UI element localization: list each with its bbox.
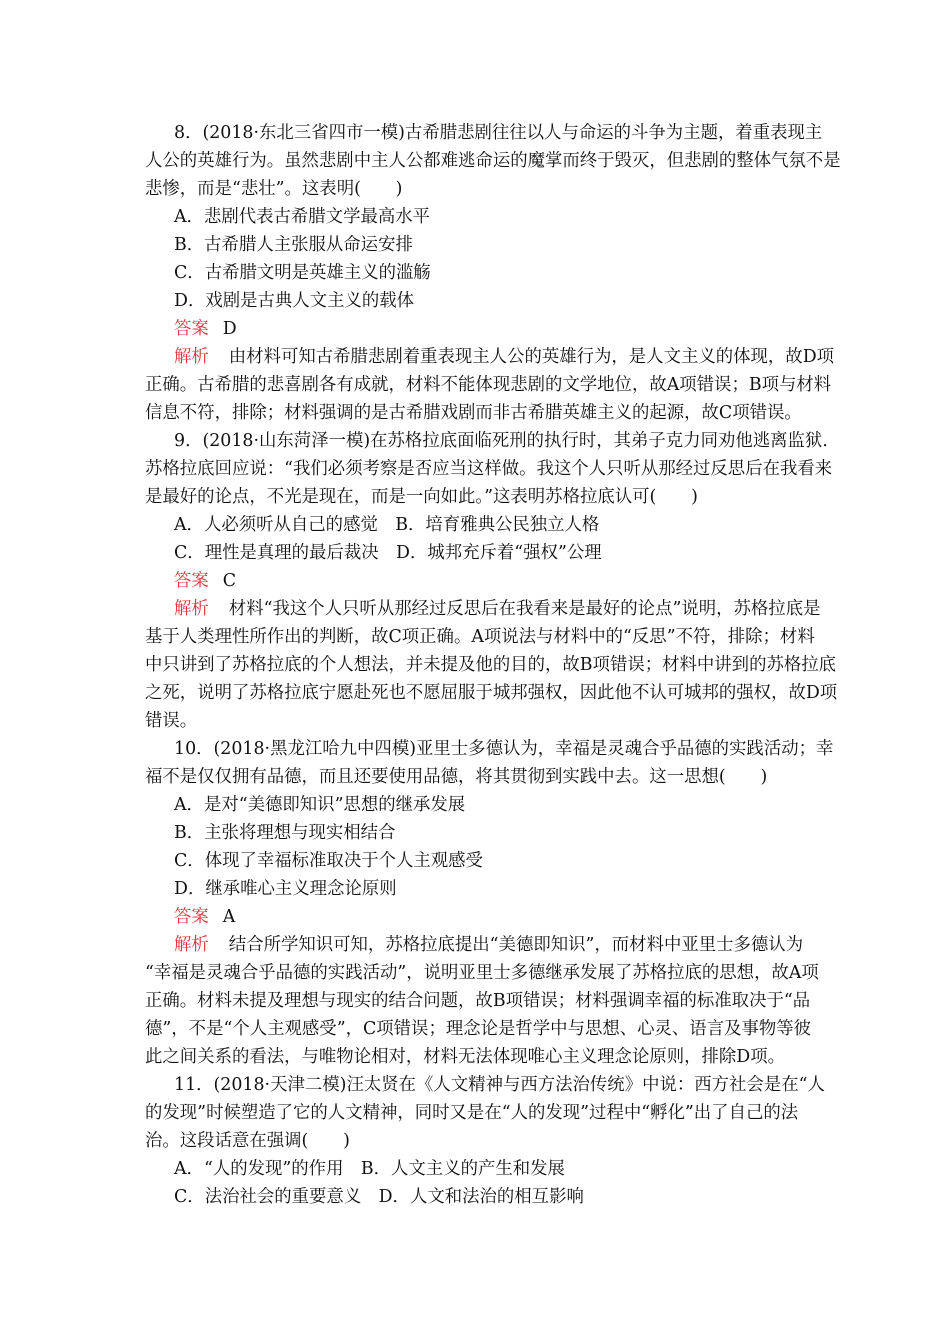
answer-label: 答案 xyxy=(174,907,209,927)
options-row-cd: C．法治社会的重要意义 D．人文和法治的相互影响 xyxy=(174,1187,584,1207)
question-stem-line: 人公的英雄行为。虽然悲剧中主人公都难逃命运的魔掌而终于毁灭，但悲剧的整体气氛不是 xyxy=(145,151,841,171)
analysis-line xyxy=(174,931,839,959)
analysis-text: 材料“我这个人只听从那经过反思后在我看来是最好的论点”说明，苏格拉底是 xyxy=(228,599,821,619)
question-stem-line: 9．(2018·山东菏泽一模)在苏格拉底面临死刑的执行时，其弟子克力同劝他逃离监狱． xyxy=(174,431,840,451)
option-b: B．主张将理想与现实相结合 xyxy=(174,823,396,843)
option-d: D．戏剧是古典人文主义的载体 xyxy=(174,291,415,311)
option-d: D．继承唯心主义理念论原则 xyxy=(174,879,397,899)
analysis-label: 解析 xyxy=(174,935,209,955)
option-c: C．体现了幸福标准取决于个人主观感受 xyxy=(174,851,483,871)
analysis-line xyxy=(174,595,839,623)
analysis-line: 正确。材料未提及理想与现实的结合问题，故B项错误；材料强调幸福的标准取决于“品 xyxy=(145,991,811,1011)
answer-label: 答案 xyxy=(174,571,209,591)
analysis-line: “幸福是灵魂合乎品德的实践活动”，说明亚里士多德继承发展了苏格拉底的思想，故A项 xyxy=(145,963,819,983)
analysis-line xyxy=(174,343,839,371)
answer-line xyxy=(174,567,839,595)
analysis-line: 基于人类理性所作出的判断，故C项正确。A项说法与材料中的“反思”不符，排除；材料 xyxy=(145,627,815,647)
answer-value: C xyxy=(222,571,237,591)
options-row-cd: C．理性是真理的最后裁决 D．城邦充斥着“强权”公理 xyxy=(174,543,602,563)
analysis-text: 结合所学知识可知，苏格拉底提出“美德即知识”，而材料中亚里士多德认为 xyxy=(228,935,804,955)
analysis-line: 中只讲到了苏格拉底的个人想法，并未提及他的目的，故B项错误；材料中讲到的苏格拉底 xyxy=(145,655,837,675)
answer-line xyxy=(174,315,839,343)
analysis-line: 正确。古希腊的悲喜剧各有成就，材料不能体现悲剧的文学地位，故A项错误；B项与材料 xyxy=(145,375,832,395)
question-stem-line: 11．(2018·天津二模)汪太贤在《人文精神与西方法治传统》中说：西方社会是在“人 xyxy=(174,1075,825,1095)
analysis-line: 错误。 xyxy=(145,711,198,731)
options-row-ab: A．“人的发现”的作用 B．人文主义的产生和发展 xyxy=(174,1159,565,1179)
analysis-text: 由材料可知古希腊悲剧着重表现主人公的英雄行为，是人文主义的体现，故D项 xyxy=(228,347,835,367)
analysis-line: 此之间关系的看法，与唯物论相对，材料无法体现唯心主义理念论原则，排除D项。 xyxy=(145,1047,786,1067)
question-stem-line: 的发现”时候塑造了它的人文精神，同时又是在“人的发现”过程中“孵化”出了自己的法 xyxy=(145,1103,799,1123)
question-stem-line: 苏格拉底回应说：“我们必须考察是否应当这样做。我这个人只听从那经过反思后在我看来 xyxy=(145,459,833,479)
question-stem-line: 是最好的论点，不光是现在，而是一向如此。”这表明苏格拉底认可( ) xyxy=(145,487,698,507)
analysis-label: 解析 xyxy=(174,599,209,619)
option-b: B．古希腊人主张服从命运安排 xyxy=(174,235,413,255)
analysis-line: 德”，不是“个人主观感受”，C项错误；理念论是哲学中与思想、心灵、语言及事物等彼 xyxy=(145,1019,812,1039)
question-stem-line: 8．(2018·东北三省四市一模)古希腊悲剧往往以人与命运的斗争为主题，着重表现主 xyxy=(174,123,823,143)
analysis-line: 信息不符，排除；材料强调的是古希腊戏剧而非古希腊英雄主义的起源，故C项错误。 xyxy=(145,403,802,423)
answer-value: A xyxy=(222,907,236,927)
question-stem-line: 10．(2018·黑龙江哈九中四模)亚里士多德认为，幸福是灵魂合乎品德的实践活动；幸 xyxy=(174,739,834,759)
answer-line xyxy=(174,903,839,931)
question-stem-line: 悲惨，而是“悲壮”。这表明( ) xyxy=(145,179,403,199)
options-row-ab: A．人必须听从自己的感觉 B．培育雅典公民独立人格 xyxy=(174,515,600,535)
option-a: A．是对“美德即知识”思想的继承发展 xyxy=(174,795,466,815)
analysis-line: 之死，说明了苏格拉底宁愿赴死也不愿屈服于城邦强权，因此他不认可城邦的强权，故D项 xyxy=(145,683,838,703)
question-stem-line: 治。这段话意在强调( ) xyxy=(145,1131,350,1151)
question-stem-line: 福不是仅仅拥有品德，而且还要使用品德，将其贯彻到实践中去。这一思想( ) xyxy=(145,767,768,787)
answer-value: D xyxy=(222,319,237,339)
answer-label: 答案 xyxy=(174,319,209,339)
option-a: A．悲剧代表古希腊文学最高水平 xyxy=(174,207,431,227)
analysis-label: 解析 xyxy=(174,347,209,367)
option-c: C．古希腊文明是英雄主义的滥觞 xyxy=(174,263,431,283)
